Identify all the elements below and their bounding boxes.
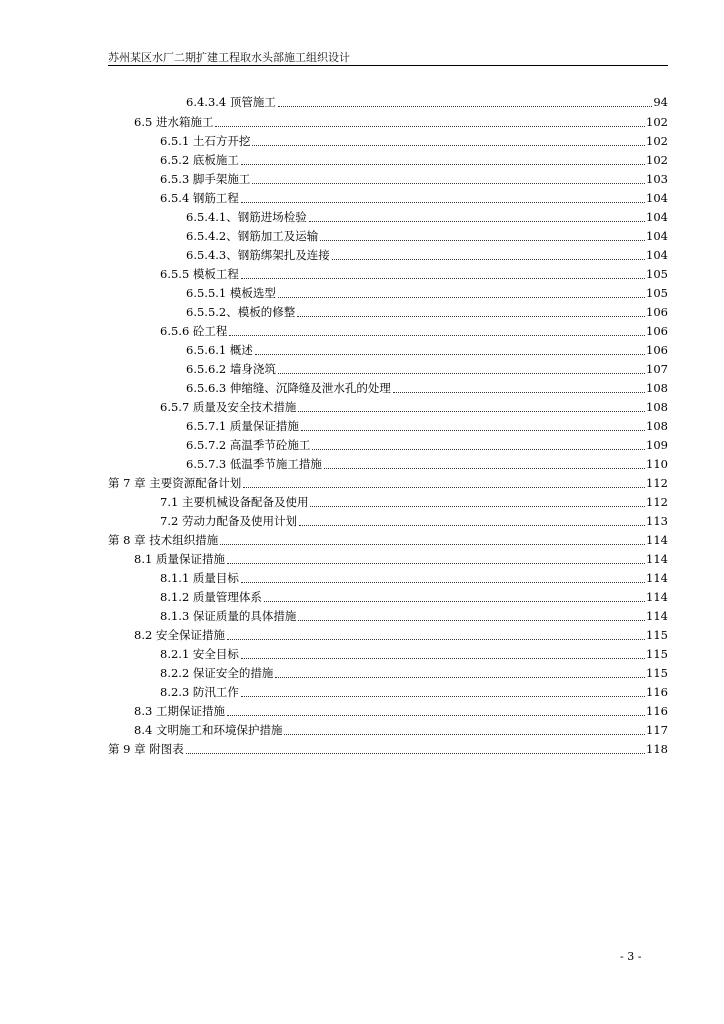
toc-dot-leader: [241, 278, 645, 279]
toc-entry-page: 102: [646, 134, 668, 148]
toc-entry-title: 第 9 章 附图表: [108, 742, 184, 756]
toc-dot-leader: [393, 392, 645, 393]
toc-entry-title: 8.1 质量保证措施: [134, 552, 225, 566]
toc-entry-page: 102: [646, 153, 668, 167]
toc-entry[interactable]: [134, 626, 668, 645]
toc-dot-leader: [301, 430, 645, 431]
toc-entry[interactable]: [186, 93, 668, 112]
toc-dot-leader: [320, 240, 645, 241]
toc-entry[interactable]: [160, 265, 668, 284]
toc-entry-title: 8.1.1 质量目标: [160, 571, 239, 585]
toc-entry[interactable]: [186, 246, 668, 265]
toc-entry-title: 6.5.5.1 模板选型: [186, 286, 276, 300]
toc-entry-title: 第 8 章 技术组织措施: [108, 533, 219, 547]
toc-entry-page: 116: [646, 685, 668, 699]
toc-dot-leader: [312, 449, 645, 450]
toc-dot-leader: [324, 468, 645, 469]
toc-dot-leader: [229, 335, 645, 336]
toc-entry-page: 114: [646, 552, 668, 566]
toc-dot-leader: [309, 221, 645, 222]
toc-entry-title: 6.5.5.2、模板的修整: [186, 305, 296, 319]
toc-entry[interactable]: [134, 702, 668, 721]
toc-dot-leader: [215, 126, 645, 127]
toc-dot-leader: [241, 164, 645, 165]
toc-entry-title: 6.5.3 脚手架施工: [160, 172, 251, 186]
toc-entry-page: 106: [646, 343, 668, 357]
toc-entry[interactable]: [108, 474, 668, 493]
toc-entry[interactable]: [160, 170, 668, 189]
toc-dot-leader: [241, 696, 645, 697]
toc-entry-page: 115: [646, 666, 668, 680]
toc-entry-page: 107: [646, 362, 668, 376]
toc-dot-leader: [241, 658, 645, 659]
toc-entry[interactable]: [186, 227, 668, 246]
toc-entry-page: 114: [646, 571, 668, 585]
toc-dot-leader: [332, 259, 645, 260]
toc-entry[interactable]: [160, 493, 668, 512]
toc-dot-leader: [241, 202, 645, 203]
toc-entry-title: 6.5.4.2、钢筋加工及运输: [186, 229, 319, 243]
toc-entry-page: 117: [646, 723, 668, 737]
toc-entry[interactable]: [160, 322, 668, 341]
toc-dot-leader: [297, 316, 645, 317]
toc-entry-title: 6.5.4 钢筋工程: [160, 191, 239, 205]
toc-entry[interactable]: [134, 113, 668, 132]
toc-entry-page: 114: [646, 609, 668, 623]
toc-entry-title: 6.5.7.1 质量保证措施: [186, 419, 299, 433]
toc-entry-page: 116: [646, 704, 668, 718]
toc-entry[interactable]: [160, 607, 668, 626]
toc-entry-page: 118: [646, 742, 668, 756]
toc-entry-title: 8.1.3 保证质量的具体措施: [160, 609, 297, 623]
toc-entry-title: 8.1.2 质量管理体系: [160, 590, 262, 604]
toc-entry-title: 6.5.6.2 墙身浇筑: [186, 362, 276, 376]
toc-dot-leader: [298, 620, 645, 621]
toc-entry-title: 6.4.3.4 顶管施工: [186, 95, 276, 109]
toc-dot-leader: [252, 183, 645, 184]
toc-dot-leader: [298, 411, 645, 412]
toc-entry[interactable]: [160, 398, 668, 417]
toc-entry-page: 108: [646, 400, 668, 414]
toc-entry-page: 105: [646, 267, 668, 281]
toc-entry-title: 6.5.7.2 高温季节砼施工: [186, 438, 311, 452]
toc-entry[interactable]: [186, 284, 668, 303]
toc-entry-title: 6.5.1 土石方开挖: [160, 134, 251, 148]
toc-entry-page: 108: [646, 419, 668, 433]
toc-entry-title: 6.5 进水箱施工: [134, 115, 214, 129]
toc-entry[interactable]: [186, 208, 668, 227]
toc-entry-title: 8.3 工期保证措施: [134, 704, 225, 718]
toc-dot-leader: [284, 734, 645, 735]
toc-entry[interactable]: [160, 664, 668, 683]
toc-entry-page: 94: [653, 95, 668, 109]
toc-dot-leader: [243, 487, 645, 488]
toc-entry[interactable]: [160, 512, 668, 531]
toc-dot-leader: [278, 106, 652, 107]
toc-entry[interactable]: [160, 588, 668, 607]
toc-entry-title: 7.1 主要机械设备配备及使用: [160, 495, 309, 509]
toc-entry-page: 104: [646, 191, 668, 205]
running-header: 苏州某区水厂二期扩建工程取水头部施工组织设计: [108, 51, 350, 64]
toc-entry-title: 6.5.7 质量及安全技术措施: [160, 400, 297, 414]
toc-entry-page: 106: [646, 305, 668, 319]
toc-entry[interactable]: [160, 151, 668, 170]
toc-entry-page: 108: [646, 381, 668, 395]
toc-entry[interactable]: [108, 531, 668, 550]
toc-dot-leader: [278, 373, 645, 374]
toc-entry[interactable]: [160, 645, 668, 664]
toc-entry-title: 6.5.4.3、钢筋绑架扎及连接: [186, 248, 330, 262]
toc-entry-page: 112: [646, 476, 668, 490]
toc-entry-page: 103: [646, 172, 668, 186]
toc-entry-page: 102: [646, 115, 668, 129]
toc-entry-title: 8.2 安全保证措施: [134, 628, 225, 642]
toc-entry-title: 7.2 劳动力配备及使用计划: [160, 514, 297, 528]
toc-dot-leader: [227, 639, 645, 640]
toc-dot-leader: [264, 601, 645, 602]
toc-entry[interactable]: [186, 417, 668, 436]
toc-entry-page: 112: [646, 495, 668, 509]
toc-dot-leader: [255, 354, 645, 355]
toc-entry[interactable]: [160, 132, 668, 151]
toc-entry[interactable]: [186, 360, 668, 379]
toc-entry-page: 110: [646, 457, 668, 471]
toc-dot-leader: [310, 506, 645, 507]
toc-entry-title: 6.5.6.1 概述: [186, 343, 253, 357]
toc-entry[interactable]: [186, 303, 668, 322]
toc-dot-leader: [227, 715, 645, 716]
toc-dot-leader: [299, 525, 645, 526]
toc-entry-title: 6.5.7.3 低温季节施工措施: [186, 457, 322, 471]
toc-entry-title: 6.5.6 砼工程: [160, 324, 228, 338]
toc-entry-title: 6.5.4.1、钢筋进场检验: [186, 210, 307, 224]
toc-dot-leader: [186, 753, 645, 754]
toc-entry-title: 8.2.3 防汛工作: [160, 685, 239, 699]
toc-dot-leader: [227, 563, 645, 564]
toc-entry[interactable]: [108, 740, 668, 759]
toc-entry-page: 104: [646, 210, 668, 224]
toc-entry-page: 114: [646, 590, 668, 604]
toc-entry-page: 104: [646, 229, 668, 243]
toc-entry-title: 8.2.1 安全目标: [160, 647, 239, 661]
toc-dot-leader: [220, 544, 645, 545]
toc-entry-title: 6.5.5 模板工程: [160, 267, 239, 281]
toc-dot-leader: [252, 145, 645, 146]
toc-entry[interactable]: [160, 683, 668, 702]
toc-entry-title: 第 7 章 主要资源配备计划: [108, 476, 242, 490]
toc-entry-page: 104: [646, 248, 668, 262]
toc-dot-leader: [241, 582, 645, 583]
toc-entry[interactable]: [134, 721, 668, 740]
toc-dot-leader: [275, 677, 645, 678]
toc-entry-page: 105: [646, 286, 668, 300]
header-rule: [108, 65, 668, 66]
toc-entry-title: 6.5.2 底板施工: [160, 153, 239, 167]
toc-entry[interactable]: [186, 341, 668, 360]
toc-entry-page: 113: [646, 514, 668, 528]
toc-entry[interactable]: [186, 455, 668, 474]
toc-entry-page: 115: [646, 628, 668, 642]
toc-dot-leader: [278, 297, 645, 298]
toc-entry[interactable]: [186, 436, 668, 455]
page-number: - 3 -: [620, 950, 642, 963]
toc-entry-page: 114: [646, 533, 668, 547]
toc-entry-title: 8.2.2 保证安全的措施: [160, 666, 274, 680]
toc-entry-page: 106: [646, 324, 668, 338]
toc-entry[interactable]: [160, 569, 668, 588]
toc-entry-title: 8.4 文明施工和环境保护措施: [134, 723, 283, 737]
toc-entry-title: 6.5.6.3 伸缩缝、沉降缝及泄水孔的处理: [186, 381, 391, 395]
toc-entry[interactable]: [134, 550, 668, 569]
toc-entry[interactable]: [160, 189, 668, 208]
toc-entry-page: 115: [646, 647, 668, 661]
toc-entry-page: 109: [646, 438, 668, 452]
toc-entry[interactable]: [186, 379, 668, 398]
